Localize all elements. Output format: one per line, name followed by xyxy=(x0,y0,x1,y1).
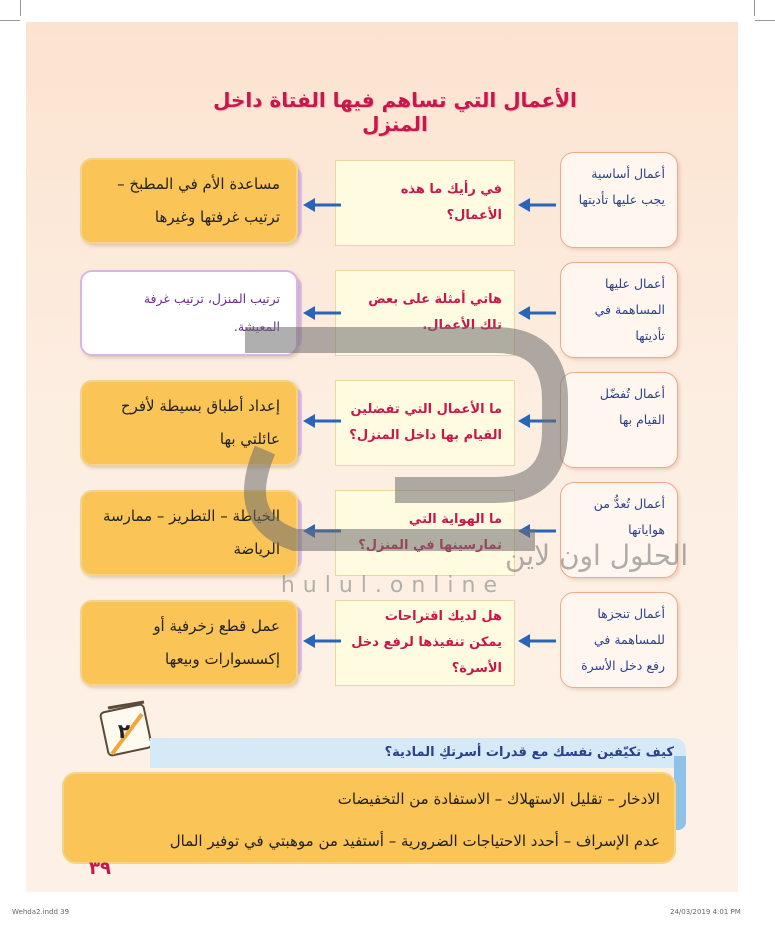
answer-text: عمل قطع زخرفية أو إكسسوارات وبيعها xyxy=(153,617,280,668)
answer-text: الخياطة – التطريز – ممارسة الرياضة xyxy=(103,507,280,558)
category-text: أعمال تُعدُّ من هواياتها xyxy=(593,496,665,537)
category-text: أعمال عليها المساهمة في تأديتها xyxy=(594,276,665,343)
question-box-1 xyxy=(335,160,515,246)
footer-filename: Wehda2.indd 39 xyxy=(12,908,70,916)
answer-line: عدم الإسراف – أحدد الاحتياجات الضرورية – أستفيد من موهبتي في توفير المال xyxy=(169,832,660,850)
category-box-1 xyxy=(560,152,678,248)
page-title: الأعمال التي تساهم فيها الفتاة داخل المنزل xyxy=(213,88,577,136)
answer-text: إعداد أطباق بسيطة لأفرح عائلتي بها xyxy=(120,397,280,448)
crop-mark xyxy=(754,0,755,16)
question-text: في رأيك ما هذه الأعمال؟ xyxy=(400,182,502,223)
arrow-left-icon xyxy=(303,306,343,320)
notepad-icon xyxy=(98,700,156,760)
question-text: ما الهواية التي تمارسينها في المنزل؟ xyxy=(358,512,502,553)
activity-question: كيف تكيّفين نفسك مع قدرات أسرتكِ المادية؟ xyxy=(150,738,686,768)
category-text: أعمال أساسية يجب عليها تأديتها xyxy=(578,166,665,207)
page-number: ٣٩ xyxy=(89,858,111,879)
watermark-arabic: الحلول اون لاين xyxy=(505,539,689,572)
arrow-left-icon xyxy=(303,634,343,648)
watermark-url: hulul.online xyxy=(280,573,505,598)
category-box-5 xyxy=(560,592,678,688)
question-text: هاتي أمثلة على بعض تلك الأعمال. xyxy=(368,292,502,333)
answer-box-5 xyxy=(80,600,298,686)
question-text: هل لديك اقتراحات يمكن تنفيذها لرفع دخل الأسرة؟ xyxy=(351,609,502,676)
footer-date: 24/03/2019 4:01 PM xyxy=(670,908,741,916)
question-box-5 xyxy=(335,600,515,686)
arrow-left-icon xyxy=(303,198,343,212)
arrow-left-icon xyxy=(518,634,558,648)
answer-box-1 xyxy=(80,158,298,244)
activity-number: ٢ xyxy=(117,719,131,743)
answer-line: الادخار – تقليل الاستهلاك – الاستفادة من التخفيضات xyxy=(337,790,660,808)
arrow-left-icon xyxy=(518,198,558,212)
crop-mark xyxy=(755,20,775,21)
category-text: أعمال تُفضّل القيام بها xyxy=(599,386,665,427)
arrow-left-icon xyxy=(518,306,558,320)
category-text: أعمال تنجزها للمساهمة في رفع دخل الأسرة xyxy=(581,606,665,673)
answer-text: ترتيب المنزل، ترتيب غرفة المعيشة. xyxy=(143,291,280,334)
answer-text: مساعدة الأم في المطبخ – ترتيب غرفتها وغيرها xyxy=(117,175,280,226)
question-text: ما الأعمال التي تفضلين القيام بها داخل المنزل؟ xyxy=(349,402,502,443)
crop-mark xyxy=(20,0,21,16)
activity-answer-box xyxy=(62,772,676,864)
crop-mark xyxy=(0,20,20,21)
